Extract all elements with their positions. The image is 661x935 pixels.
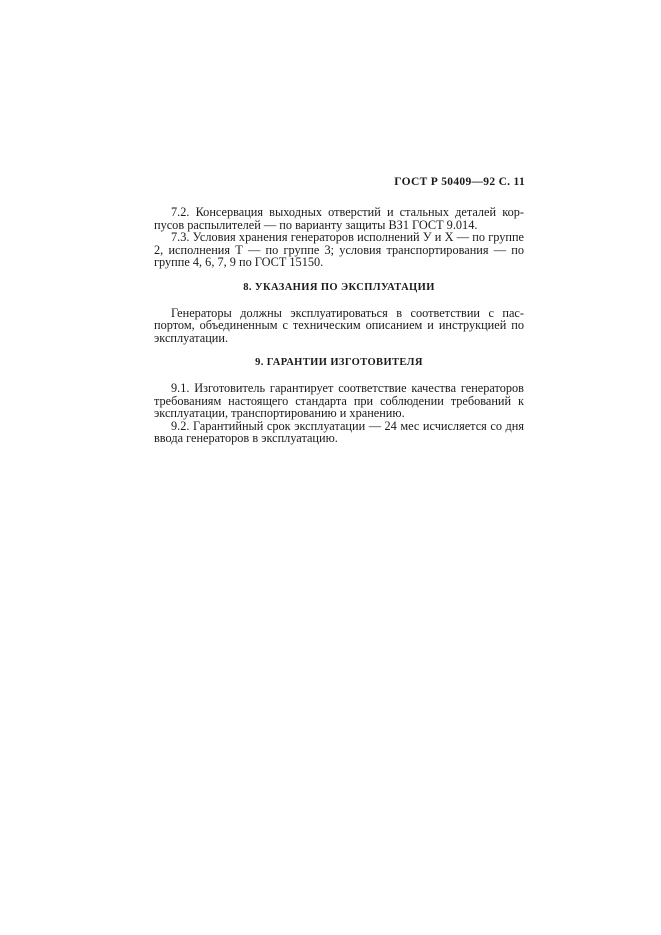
paragraph-7-2: 7.2. Консервация выходных отверстий и стальных деталей корпусов распылителей — по варианту защиты ВЗ1 ГОСТ 9.014.	[154, 205, 524, 232]
page-header: ГОСТ Р 50409—92 С. 11	[394, 176, 525, 188]
section-8-title: 8. УКАЗАНИЯ ПО ЭКСПЛУАТАЦИИ	[243, 281, 435, 293]
paragraph-7-3: 7.3. Условия хранения генераторов исполнений У и Х — по группе 2, исполнения Т — по группе 3; условия транспортирования — по группе 4, 6, 7, 9 по ГОСТ 15150.	[154, 230, 524, 270]
page-body	[154, 206, 524, 445]
paragraph-9-1: 9.1. Изготовитель гарантирует соответствие качества генераторов требованиям настоящего стандарта при соблюдении требований к эксплуатации, транспортированию и хранению.	[154, 380, 524, 421]
section-9-title: 9. ГАРАНТИИ ИЗГОТОВИТЕЛЯ	[255, 357, 423, 369]
paragraph-8: Генераторы должны эксплуатироваться в соответствии с паспортом, объединенным с техническим описанием и инструкцией по эксплуатации.	[154, 305, 524, 345]
paragraph-9-2: 9.2. Гарантийный срок эксплуатации — 24 мес исчисляется со дня ввода генераторов в эксплуатацию.	[154, 418, 524, 446]
